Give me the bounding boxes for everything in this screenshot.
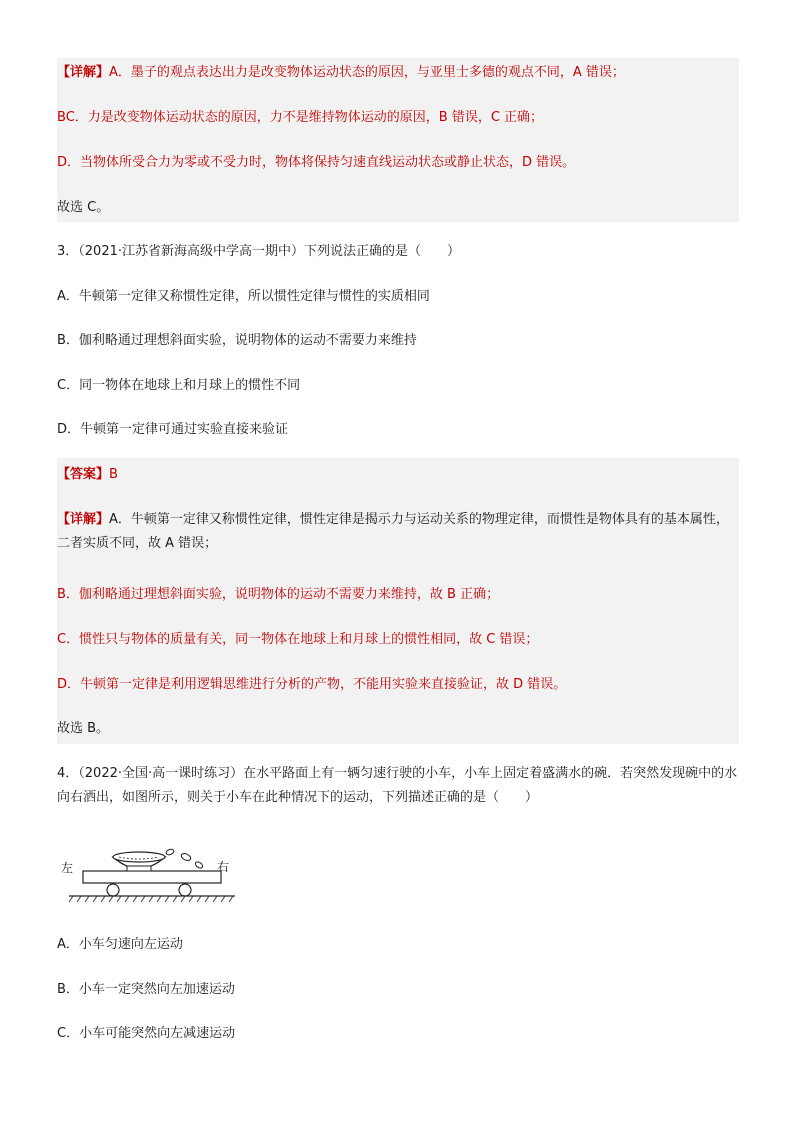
q2-detail-d: D．当物体所受合力为零或不受力时，物体将保持匀速直线运动状态或静止状态，D 错误。	[57, 155, 576, 170]
water-drop-icon	[194, 861, 203, 870]
q4-stem: 4．（2022·全国·高一课时练习）在水平路面上有一辆匀速行驶的小车，小车上固定着盛满水的碗．若突然发现碗中的水向右洒出，如图所示，则关于小车在此种情况下的运动，下列描述正确的是（ ）	[57, 766, 738, 805]
q3-detail-a-line	[57, 508, 739, 556]
wheel-icon	[179, 884, 191, 896]
q3-option-a: A．牛顿第一定律又称惯性定律，所以惯性定律与惯性的实质相同	[57, 289, 430, 304]
q2-detail-a: A．墨子的观点表达出力是改变物体运动状态的原因，与亚里士多德的观点不同，A 错误；	[109, 65, 625, 80]
q3-option-b: B．伽利略通过理想斜面实验，说明物体的运动不需要力来维持	[57, 333, 417, 348]
water-drop-icon	[180, 852, 192, 862]
q3-detail-d: D．牛顿第一定律是利用逻辑思维进行分析的产物，不能用实验来直接验证，故 D 错误。	[57, 677, 567, 692]
wheel-icon	[107, 884, 119, 896]
label-right: 右	[217, 860, 230, 874]
q2-detail-a-line	[57, 62, 739, 84]
q4-option-a: A．小车匀速向左运动	[57, 937, 183, 952]
q2-conclusion: 故选 C。	[57, 200, 110, 215]
q2-detail-bc: BC．力是改变物体运动状态的原因，力不是维持物体运动的原因，B 错误，C 正确；	[57, 110, 544, 125]
q3-answer: B	[109, 467, 118, 482]
bowl-base	[127, 866, 151, 871]
water-drop-icon	[165, 848, 174, 855]
q3-detail-a: A．牛顿第一定律又称惯性定律，惯性定律是揭示力与运动关系的物理定律，而惯性是物体具有的基本属性，二者实质不同，故 A 错误；	[57, 512, 729, 551]
q3-option-c: C．同一物体在地球上和月球上的惯性不同	[57, 378, 301, 393]
cart-body	[83, 871, 221, 883]
q3-conclusion: 故选 B。	[57, 721, 110, 736]
q3-answer-tag: 【答案】	[57, 467, 110, 482]
q3-option-d: D．牛顿第一定律可通过实验直接来验证	[57, 422, 289, 437]
q3-stem: 3．（2021·江苏省新海高级中学高一期中）下列说法正确的是（ ）	[57, 244, 460, 259]
q4-option-c: C．小车可能突然向左减速运动	[57, 1026, 236, 1041]
label-left: 左	[61, 861, 74, 875]
ground-hatching	[69, 896, 233, 902]
cart-bowl-diagram	[57, 838, 247, 908]
q2-detail-tag: 【详解】	[57, 65, 110, 80]
q4-option-b: B．小车一定突然向左加速运动	[57, 982, 235, 997]
q3-detail-c: C．惯性只与物体的质量有关，同一物体在地球上和月球上的惯性相同，故 C 错误；	[57, 632, 539, 647]
q3-detail-tag: 【详解】	[57, 512, 110, 527]
q4-figure-cart	[57, 838, 247, 908]
q3-detail-b: B．伽利略通过理想斜面实验，说明物体的运动不需要力来维持，故 B 正确；	[57, 587, 500, 602]
q3-answer-line	[57, 464, 739, 486]
